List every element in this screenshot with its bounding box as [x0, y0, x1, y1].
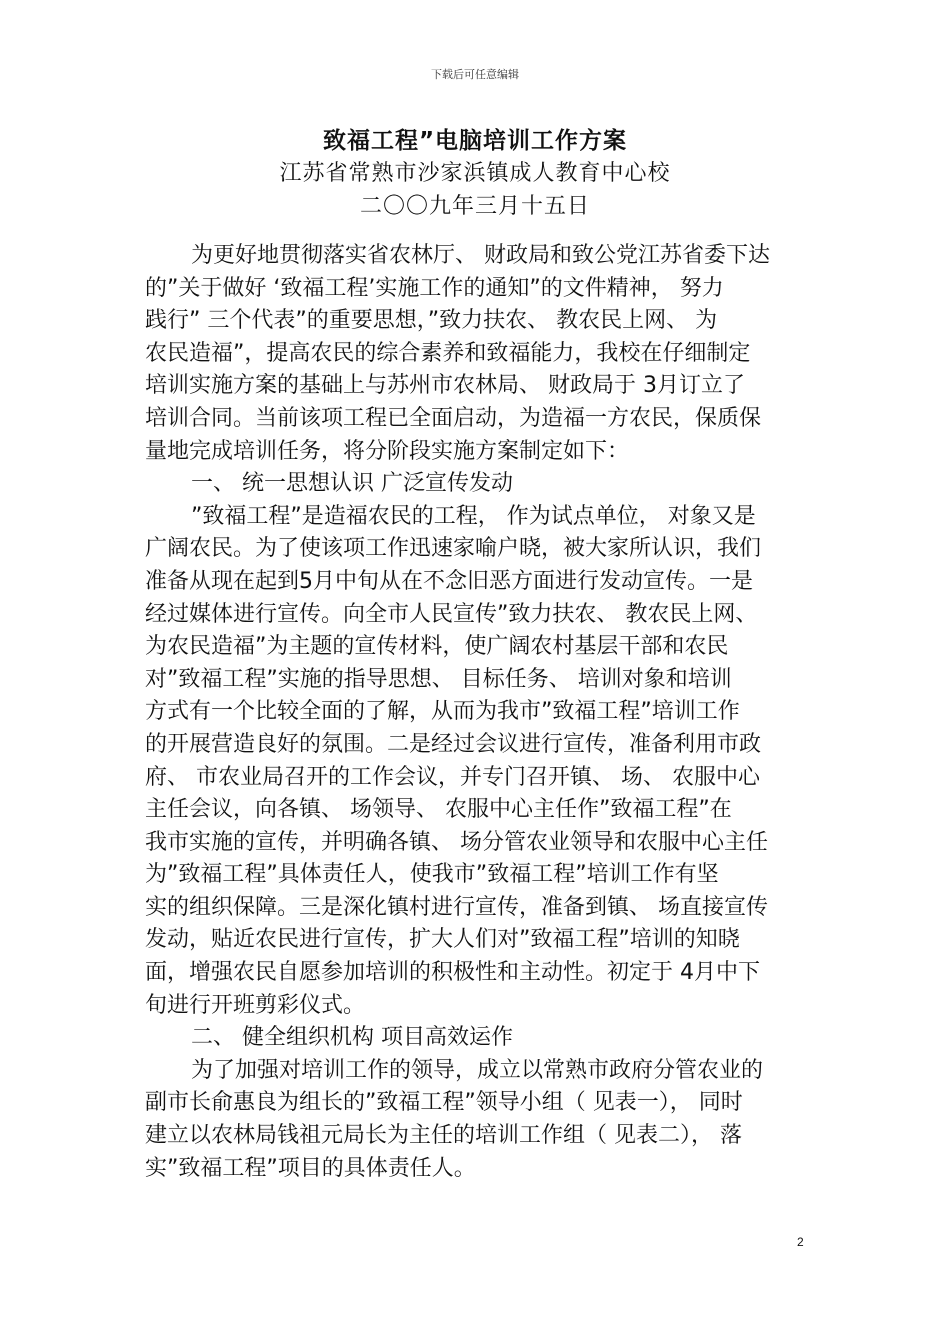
- section-heading-1: 一、 统一思想认识 广泛宣传发动: [191, 471, 513, 497]
- body-line: 面，增强农民自愿参加培训的积极性和主动性。初定于 4月中下: [145, 960, 760, 986]
- body-line: 经过媒体进行宣传。向全市人民宣传”致力扶农、 教农民上网、: [145, 601, 758, 627]
- body-line: 培训合同。当前该项工程已全面启动，为造福一方农民，保质保: [145, 405, 762, 431]
- body-line: 践行” 三个代表”的重要思想，”致力扶农、 教农民上网、 为: [145, 308, 718, 334]
- body-line: 为”致福工程”具体责任人，使我市”致福工程”培训工作有坚: [145, 862, 719, 888]
- body-line: 主任会议，向各镇、 场领导、 农服中心主任作”致福工程”在: [145, 797, 732, 823]
- body-line: 方式有一个比较全面的了解，从而为我市”致福工程”培训工作: [145, 699, 740, 725]
- body-line: 实”致福工程”项目的具体责任人。: [145, 1155, 476, 1181]
- body-line: 我市实施的宣传，并明确各镇、 场分管农业领导和农服中心主任: [145, 829, 768, 855]
- body-line: 的开展营造良好的氛围。二是经过会议进行宣传，准备利用市政: [145, 731, 762, 757]
- body-line: 为了加强对培训工作的领导，成立以常熟市政府分管农业的: [191, 1057, 764, 1083]
- body-line: 发动，贴近农民进行宣传，扩大人们对”致福工程”培训的知晓: [145, 927, 740, 953]
- document-title: 致福工程”电脑培训工作方案: [322, 128, 628, 154]
- body-line: 府、 市农业局召开的工作会议，并专门召开镇、 场、 农服中心: [145, 764, 760, 790]
- page-number: 2: [797, 1235, 804, 1249]
- body-line: 农民造福”，提高农民的综合素养和致福能力，我校在仔细制定: [145, 340, 751, 366]
- document-body: [145, 240, 805, 1185]
- date-subtitle: 二〇〇九年三月十五日: [359, 194, 590, 219]
- body-line: 对”致福工程”实施的指导思想、 目标任务、 培训对象和培训: [145, 666, 732, 692]
- body-line: 广阔农民。为了使该项工作迅速家喻户晓，被大家所认识，我们: [145, 536, 762, 562]
- body-line: 副市长俞惠良为组长的”致福工程”领导小组（ 见表一）， 同时: [145, 1090, 743, 1116]
- body-line: 准备从现在起到5月中旬从在不念旧恶方面进行发动宣传。一是: [145, 568, 753, 594]
- body-line: 建立以农林局钱祖元局长为主任的培训工作组（ 见表二）， 落: [145, 1123, 742, 1149]
- body-line: 为更好地贯彻落实省农林厅、 财政局和致公党江苏省委下达: [191, 243, 770, 268]
- header-note: 下载后可任意编辑: [431, 68, 519, 81]
- section-heading-2: 二、 健全组织机构 项目高效运作: [191, 1025, 513, 1051]
- body-line: 培训实施方案的基础上与苏州市农林局、 财政局于 3月订立了: [145, 373, 745, 399]
- body-line: ”致福工程”是造福农民的工程， 作为试点单位， 对象又是: [191, 503, 756, 529]
- body-line: 量地完成培训任务，将分阶段实施方案制定如下：: [145, 438, 630, 464]
- organization-subtitle: 江苏省常熟市沙家浜镇成人教育中心校: [279, 161, 671, 186]
- body-line: 旬进行开班剪彩仪式。: [145, 992, 366, 1018]
- body-line: 实的组织保障。三是深化镇村进行宣传，准备到镇、 场直接宣传: [145, 894, 768, 920]
- body-line: 的”关于做好 ‘致福工程’实施工作的通知”的文件精神， 努力: [145, 275, 724, 301]
- body-line: 为农民造福”为主题的宣传材料，使广阔农村基层干部和农民: [145, 634, 729, 660]
